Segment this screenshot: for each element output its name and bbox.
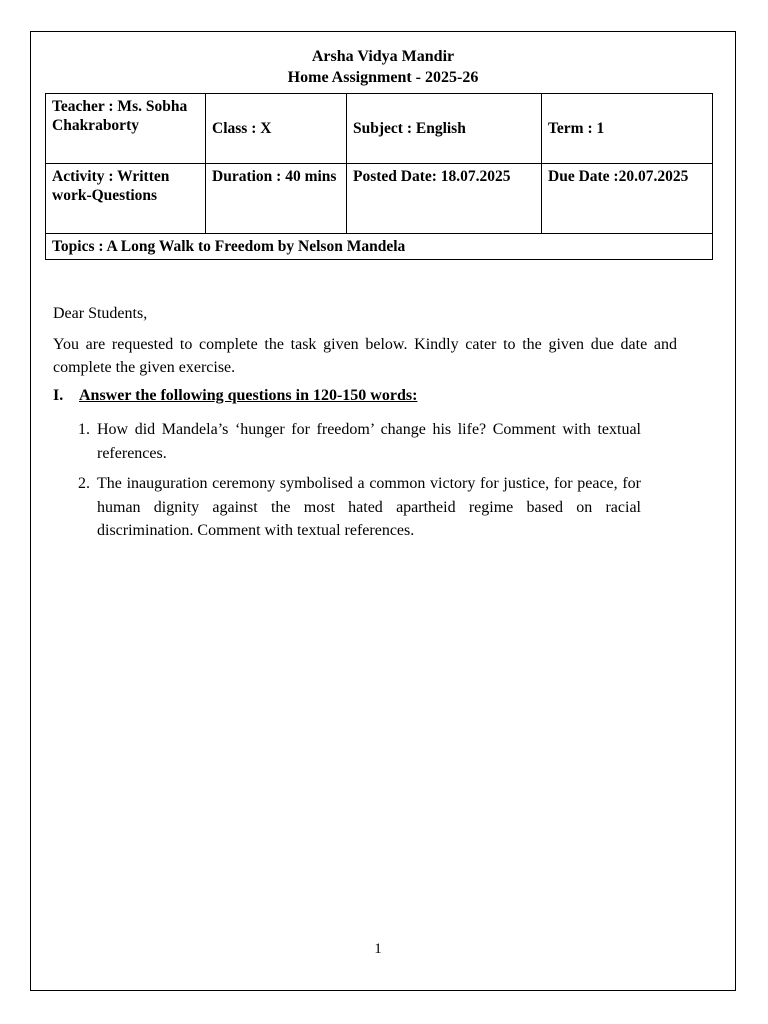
question-number: 2. bbox=[78, 475, 90, 492]
page-number: 1 bbox=[374, 941, 382, 957]
assignment-title: Home Assignment - 2025-26 bbox=[287, 69, 479, 86]
intro-paragraph: You are requested to complete the task given below. Kindly cater to the given due date and complete the given exercise. bbox=[53, 336, 677, 376]
question-list bbox=[78, 418, 641, 550]
section-title: Answer the following questions in 120-150 words: bbox=[79, 387, 418, 404]
topics-cell: Topics : A Long Walk to Freedom by Nelson Mandela bbox=[46, 234, 713, 260]
activity-cell: Activity : Written work-Questions bbox=[46, 164, 206, 234]
section-heading bbox=[53, 387, 417, 405]
table-row bbox=[46, 94, 713, 164]
duration-cell: Duration : 40 mins bbox=[206, 164, 347, 234]
class-cell: Class : X bbox=[206, 94, 347, 164]
due-date-cell: Due Date :20.07.2025 bbox=[542, 164, 713, 234]
question-text: The inauguration ceremony symbolised a common victory for justice, for peace, for human dignity against the most hated apartheid regime based on racial discrimination. Comment with textual references. bbox=[97, 475, 641, 539]
school-name: Arsha Vidya Mandir bbox=[311, 48, 455, 65]
table-row bbox=[46, 164, 713, 234]
question-number: 1. bbox=[78, 421, 90, 438]
subject-cell: Subject : English bbox=[347, 94, 542, 164]
teacher-cell: Teacher : Ms. Sobha Chakraborty bbox=[46, 94, 206, 164]
term-cell: Term : 1 bbox=[542, 94, 713, 164]
info-table bbox=[45, 93, 713, 260]
table-row bbox=[46, 234, 713, 260]
question-text: How did Mandela’s ‘hunger for freedom’ change his life? Comment with textual references. bbox=[97, 421, 641, 462]
question-item bbox=[78, 418, 641, 465]
posted-date-cell: Posted Date: 18.07.2025 bbox=[347, 164, 542, 234]
section-number: I. bbox=[53, 387, 64, 404]
greeting: Dear Students, bbox=[53, 305, 148, 322]
question-item bbox=[78, 472, 641, 543]
